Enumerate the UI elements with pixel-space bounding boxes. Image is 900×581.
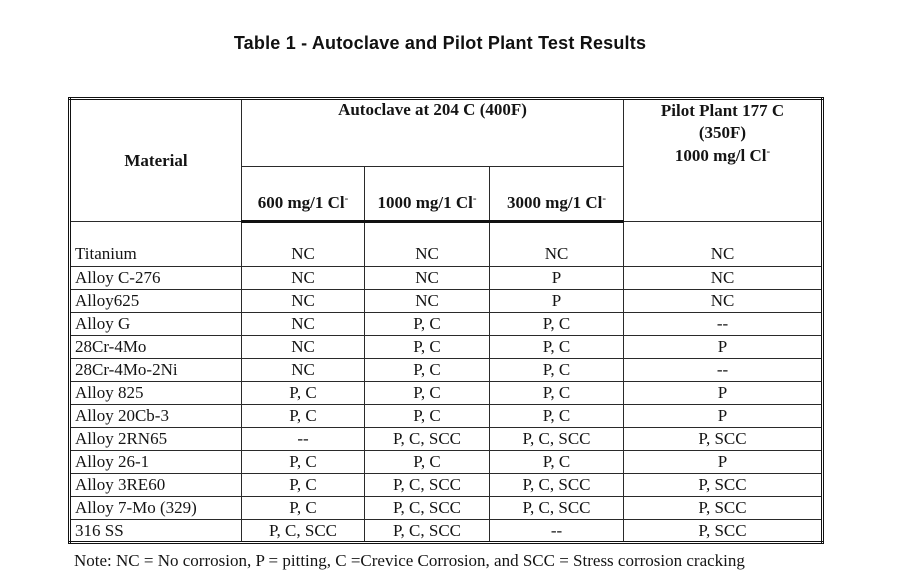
subheader-1000: 1000 mg/1 Cl- [365, 167, 490, 222]
cell-600: P, C [242, 405, 365, 428]
cell-600: NC [242, 290, 365, 313]
cell-pilot: P [624, 451, 823, 474]
material-cell: 28Cr-4Mo [70, 336, 242, 359]
cell-3000: -- [490, 520, 624, 543]
page-title: Table 1 - Autoclave and Pilot Plant Test Results [233, 33, 647, 53]
cell-1000: P, C [365, 313, 490, 336]
material-cell: Alloy 20Cb-3 [70, 405, 242, 428]
cell-3000: NC [490, 222, 624, 267]
cell-pilot: -- [624, 359, 823, 382]
cell-3000: P [490, 290, 624, 313]
pilot-header-line2: (350F) [698, 123, 747, 143]
cell-3000: P, C, SCC [490, 474, 624, 497]
material-cell: Alloy 2RN65 [70, 428, 242, 451]
pilot-header-line1: Pilot Plant 177 C [660, 101, 785, 120]
material-cell: Alloy 825 [70, 382, 242, 405]
material-cell: Alloy G [70, 313, 242, 336]
superscript-minus: - [344, 192, 349, 205]
results-table [68, 97, 824, 544]
header-row-1 [70, 99, 823, 167]
cell-1000: P, C [365, 451, 490, 474]
cell-600: NC [242, 222, 365, 267]
table-row [70, 336, 823, 359]
table-row [70, 497, 823, 520]
table-row [70, 267, 823, 290]
table-row [70, 520, 823, 543]
table-row [70, 405, 823, 428]
cell-3000: P [490, 267, 624, 290]
table-row [70, 359, 823, 382]
cell-600: P, C [242, 451, 365, 474]
cell-1000: P, C, SCC [365, 474, 490, 497]
cell-3000: P, C [490, 336, 624, 359]
cell-3000: P, C [490, 382, 624, 405]
cell-1000: P, C, SCC [365, 497, 490, 520]
material-cell: Titanium [70, 222, 242, 267]
cell-pilot: -- [624, 313, 823, 336]
autoclave-group-header: Autoclave at 204 C (400F) [242, 99, 624, 167]
cell-600: NC [242, 313, 365, 336]
cell-600: P, C [242, 474, 365, 497]
cell-1000: P, C [365, 336, 490, 359]
cell-1000: NC [365, 222, 490, 267]
table-row [70, 222, 823, 267]
footnote: Note: NC = No corrosion, P = pitting, C =Crevice Corrosion, and SCC = Stress corrosion cracking [74, 551, 745, 570]
subheader-600: 600 mg/1 Cl- [242, 167, 365, 222]
cell-1000: P, C [365, 382, 490, 405]
subheader-3000: 3000 mg/1 Cl- [490, 167, 624, 222]
cell-3000: P, C [490, 405, 624, 428]
cell-600: P, C [242, 497, 365, 520]
cell-1000: P, C [365, 405, 490, 428]
cell-1000: NC [365, 290, 490, 313]
cell-3000: P, C, SCC [490, 428, 624, 451]
results-table-container [68, 97, 821, 544]
table-row [70, 382, 823, 405]
superscript-minus: - [472, 192, 477, 205]
cell-pilot: P, SCC [624, 474, 823, 497]
cell-600: P, C [242, 382, 365, 405]
material-cell: Alloy 3RE60 [70, 474, 242, 497]
table-row [70, 451, 823, 474]
cell-600: NC [242, 359, 365, 382]
cell-pilot: P, SCC [624, 497, 823, 520]
cell-600: NC [242, 267, 365, 290]
cell-600: -- [242, 428, 365, 451]
cell-pilot: P, SCC [624, 428, 823, 451]
cell-pilot: P [624, 382, 823, 405]
table-row [70, 313, 823, 336]
cell-600: P, C, SCC [242, 520, 365, 543]
cell-pilot: P [624, 336, 823, 359]
material-cell: Alloy625 [70, 290, 242, 313]
material-cell: Alloy 7-Mo (329) [70, 497, 242, 520]
cell-pilot: P, SCC [624, 520, 823, 543]
cell-pilot: NC [624, 222, 823, 267]
cell-3000: P, C [490, 359, 624, 382]
cell-pilot: NC [624, 267, 823, 290]
cell-1000: P, C [365, 359, 490, 382]
pilot-header-chloride: 1000 mg/l Cl- [674, 145, 771, 165]
cell-1000: P, C, SCC [365, 428, 490, 451]
table-row [70, 474, 823, 497]
superscript-minus: - [602, 192, 607, 205]
material-cell: Alloy C-276 [70, 267, 242, 290]
cell-1000: P, C, SCC [365, 520, 490, 543]
table-row [70, 428, 823, 451]
material-cell: 316 SS [70, 520, 242, 543]
material-column-header: Material [70, 99, 242, 222]
cell-pilot: P [624, 405, 823, 428]
cell-3000: P, C [490, 451, 624, 474]
pilot-plant-column-header [624, 99, 823, 222]
material-cell: 28Cr-4Mo-2Ni [70, 359, 242, 382]
cell-600: NC [242, 336, 365, 359]
material-cell: Alloy 26-1 [70, 451, 242, 474]
cell-1000: NC [365, 267, 490, 290]
cell-pilot: NC [624, 290, 823, 313]
cell-3000: P, C, SCC [490, 497, 624, 520]
superscript-minus: - [766, 145, 771, 158]
cell-3000: P, C [490, 313, 624, 336]
table-row [70, 290, 823, 313]
